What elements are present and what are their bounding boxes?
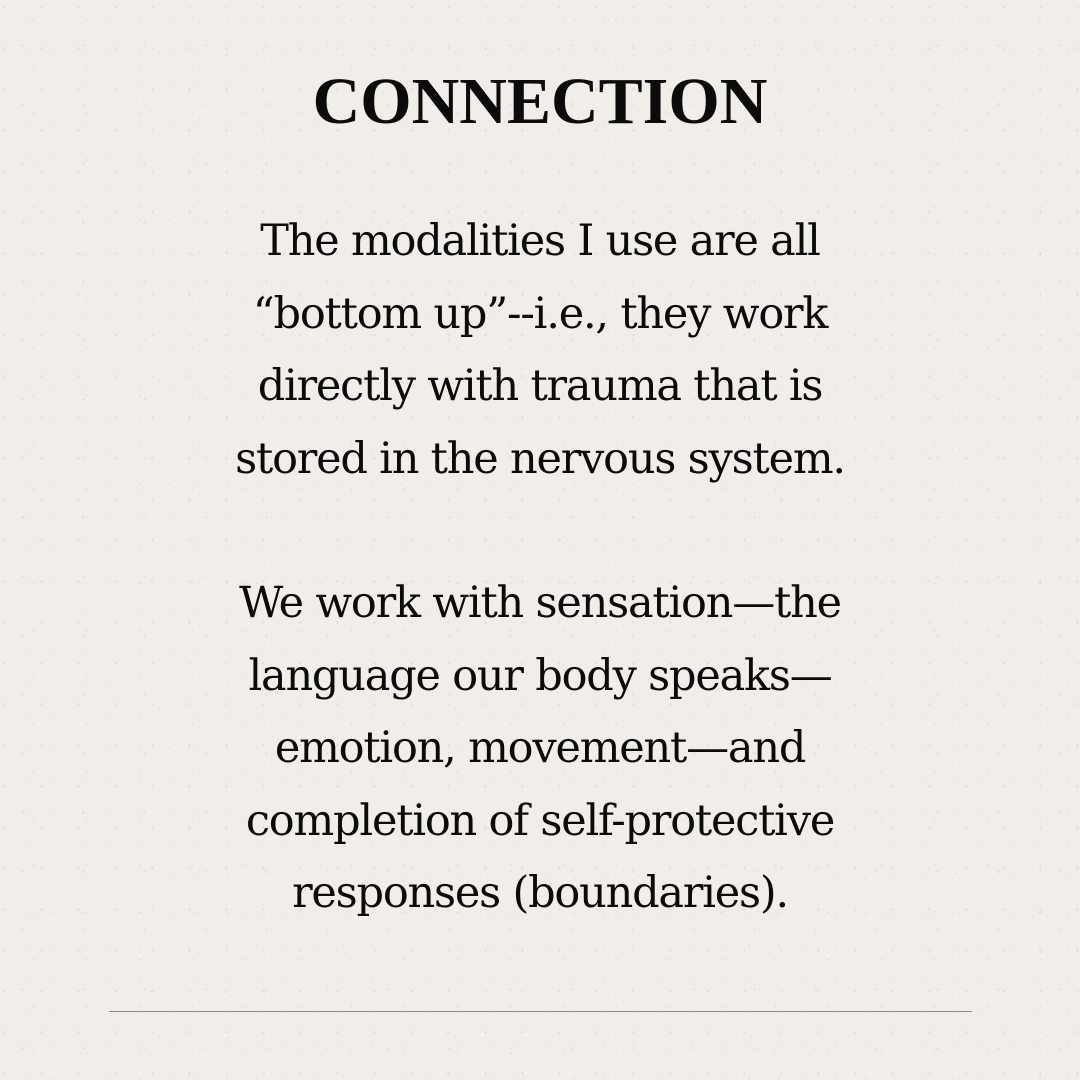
text-line: “bottom up”--i.e., they work [252,288,828,339]
divider [109,1011,972,1012]
text-line: responses (boundaries). [292,868,788,918]
text-line: language our body speaks— [248,650,832,701]
text-line: The modalities I use are all [260,216,820,266]
paragraph-2 [100,567,980,930]
paragraph-1 [100,205,980,495]
text-line: completion of self-protective [245,795,835,846]
page-title: CONNECTION [312,65,768,138]
text-line: directly with trauma that is [257,361,823,411]
text-line: stored in the nervous system. [235,433,845,484]
body-text [100,205,980,930]
text-line: emotion, movement—and [274,723,806,773]
text-line: We work with sensation—the [239,578,841,628]
